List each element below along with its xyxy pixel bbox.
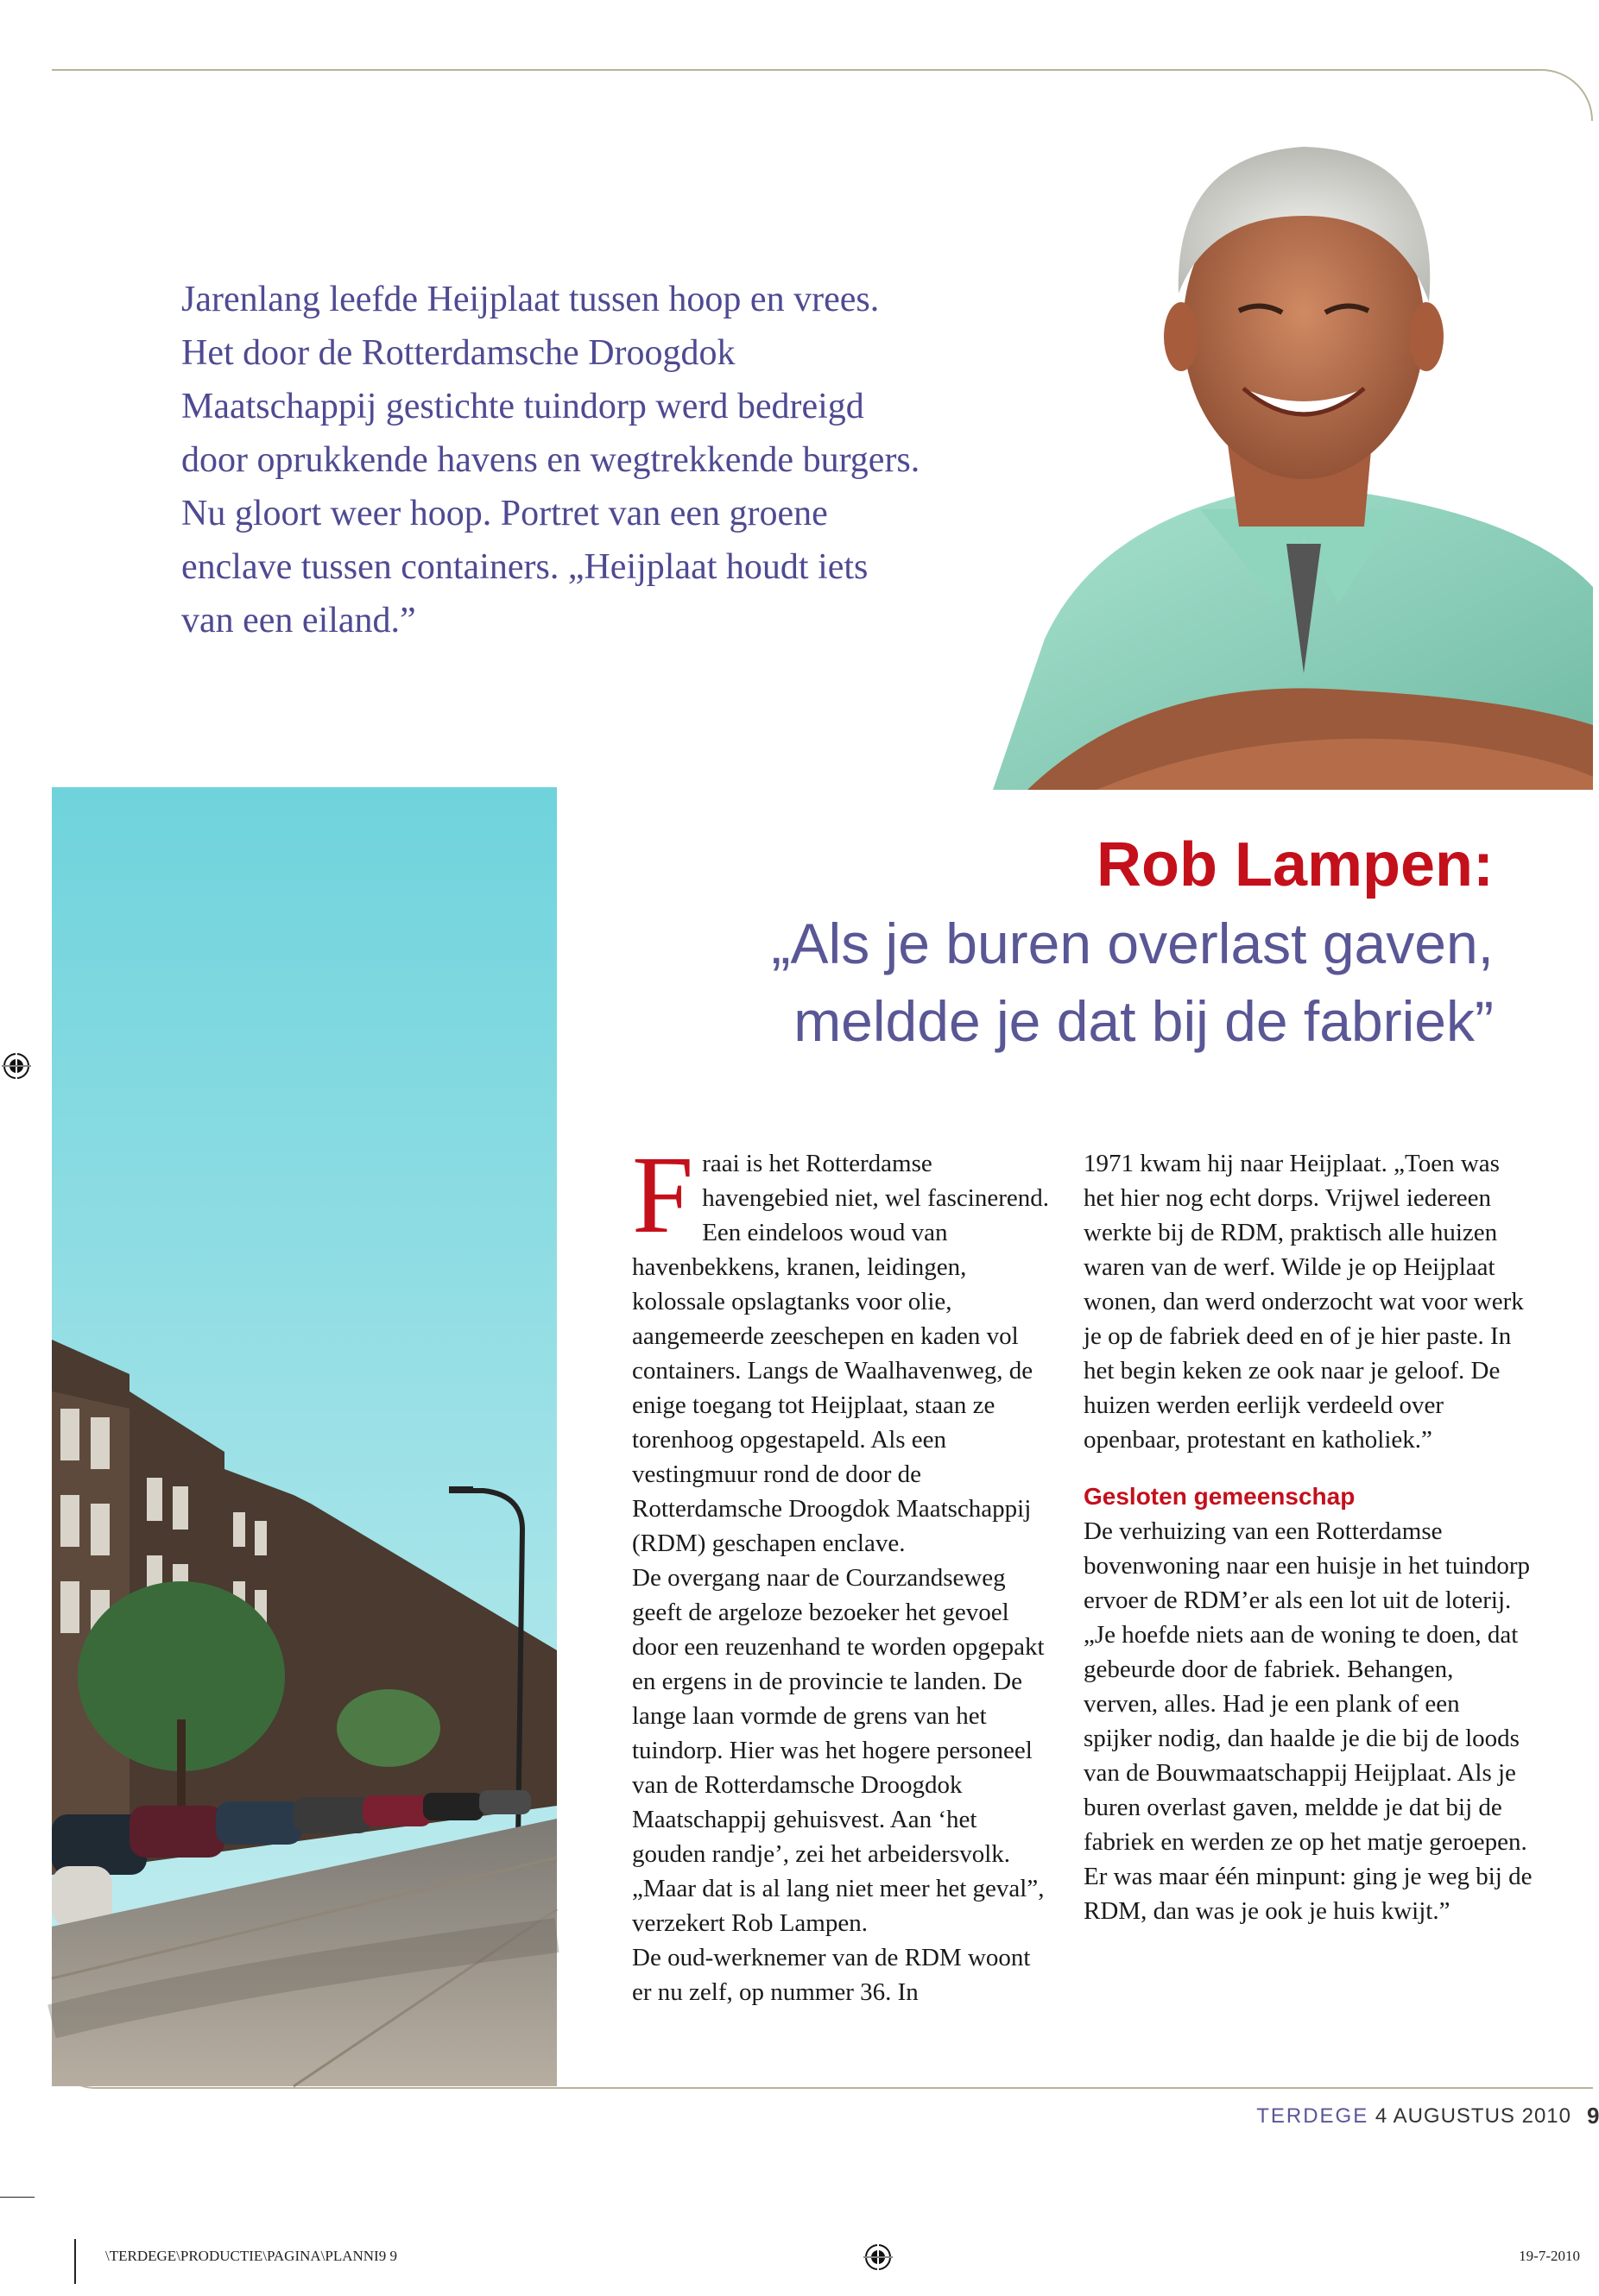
article-paragraph: raai is het Rotterdamse havengebied niet, wel fascinerend. Een eindeloos woud van havenbekkens, kranen, leidingen, kolossale opslagtanks voor olie, aangemeerde zeeschepen en kaden vol containers. Langs de Waalhavenweg, de enige toegang tot Heijplaat, staan ze torenhoog opgestapeld. Als een vestingmuur rond de door de Rotterdamsche Droogdok Maatschappij (RDM) geschapen enclave.: [632, 1150, 1049, 1557]
article-paragraph: De verhuizing van een Rotterdamse bovenwoning naar een huisje in het tuindorp ervoer de RDM’er als een lot uit de loterij. „Je hoefde niets aan de woning te doen, dat gebeurde door de fabriek. Behangen, verven, alles. Had je een plank of een spijker nodig, dan haalde je die bij de loods van de Bouwmaatschappij Heijplaat. Als je buren overlast gaven, meldde je dat bij de fabriek en werden ze op het matje geroepen. Er was maar één minpunt: ging je weg bij de RDM, dan was je ook je huis kwijt.”: [1084, 1517, 1533, 1925]
article-column-1: [632, 1133, 1053, 2009]
headline-quote: [656, 905, 1494, 1060]
registration-mark-icon: [863, 2242, 893, 2272]
slug-bar: [74, 2239, 76, 2284]
headline-quote-line1: „Als je buren overlast gaven,: [771, 911, 1494, 975]
headline-name: Rob Lampen:: [1097, 830, 1494, 899]
page-number: 9: [1587, 2103, 1599, 2129]
print-slug-date: 19-7-2010: [1519, 2248, 1580, 2264]
footer-magazine-date: [1209, 2104, 1571, 2129]
article-subhead: Gesloten gemeenschap: [1084, 1483, 1356, 1510]
drop-cap: F: [632, 1133, 694, 1256]
registration-mark-icon: [2, 1051, 31, 1081]
intro-paragraph: Jarenlang leefde Heijplaat tussen hoop en vrees. Het door de Rotterdamsche Droogdok Maatschappij gestichte tuindorp werd bedreigd door oprukkende havens en wegtrekkende burgers. Nu gloort weer hoop. Portret van een groene enclave tussen containers. „Heijplaat houdt iets van een eiland.”: [181, 280, 920, 640]
issue-date: 4 AUGUSTUS 2010: [1375, 2104, 1571, 2128]
article-paragraph: 1971 kwam hij naar Heijplaat. „Toen was het hier nog echt dorps. Vrijwel iedereen werkte bij de RDM, praktisch alle huizen waren van de werf. Wilde je op Heijplaat wonen, dan werd onderzocht wat voor werk je op de fabriek deed en of je hier paste. In het begin keken ze ook naar je geloof. De huizen werden eerlijk verdeeld over openbaar, protestant en katholiek.”: [1084, 1150, 1524, 1454]
street-photo: [52, 787, 557, 2086]
headline-quote-line2: meldde je dat bij de fabriek”: [793, 989, 1494, 1053]
magazine-name: TERDEGE: [1256, 2104, 1369, 2128]
article-column-2: [1084, 1146, 1533, 1928]
article-paragraph: De overgang naar de Courzandseweg geeft de argeloze bezoeker het gevoel door een reuzenhand te worden opgepakt en ergens in de provincie te landen. De lange laan vormde de grens van het tuindorp. Hier was het hogere personeel van de Rotterdamsche Droogdok Maatschappij gehuisvest. Aan ‘het gouden randje’, zei het arbeidersvolk. „Maar dat is al lang niet meer het geval”, verzekert Rob Lampen.: [632, 1564, 1045, 1937]
crop-mark: [0, 2197, 35, 2198]
print-slug-path: \TERDEGE\PRODUCTIE\PAGINA\PLANNI9 9: [105, 2248, 397, 2264]
article-paragraph: De oud-werknemer van de RDM woont er nu zelf, op nummer 36. In: [632, 1944, 1031, 2006]
portrait-photo: [993, 121, 1593, 790]
